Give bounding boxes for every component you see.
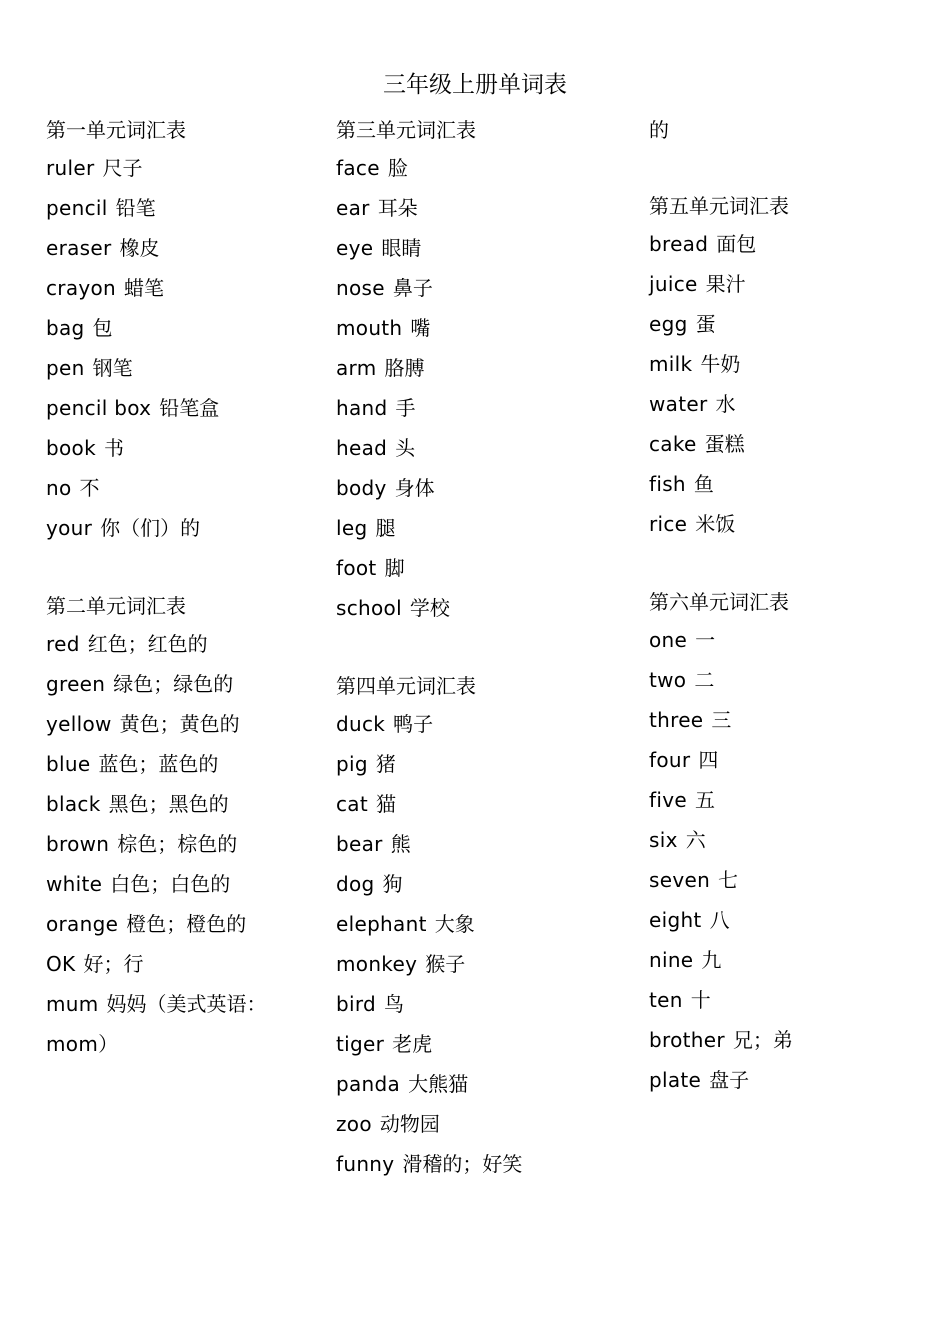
word-zh: 尺子	[102, 156, 143, 180]
word-zh: 蓝色；蓝色的	[98, 752, 219, 776]
word-zh: 橡皮	[119, 236, 160, 260]
vocab-item	[336, 1024, 626, 1064]
word-en: bear	[336, 832, 383, 856]
vocab-item	[649, 264, 929, 304]
word-en: water	[649, 392, 708, 416]
word-zh: 妈妈（美式英语：	[106, 992, 267, 1016]
word-en: mum	[46, 992, 99, 1016]
word-zh: 猪	[375, 752, 396, 776]
word-zh: 猫	[376, 792, 396, 816]
word-zh: 三	[711, 708, 732, 732]
word-en: panda	[336, 1072, 401, 1096]
wrapped-text-fragment: 的	[649, 118, 669, 142]
word-zh: 好；行	[83, 952, 144, 976]
vocab-item	[649, 700, 929, 740]
word-zh: 蛋糕	[704, 432, 745, 456]
vocab-item	[336, 308, 626, 348]
vocab-item	[336, 1144, 626, 1184]
unit-6-section	[649, 584, 929, 1100]
vocab-item	[46, 784, 316, 824]
vocab-item	[649, 1020, 929, 1060]
vocab-item	[46, 824, 316, 864]
column-middle	[336, 112, 626, 1184]
word-zh: 胳膊	[384, 356, 425, 380]
vocab-item	[649, 344, 929, 384]
vocab-item	[649, 940, 929, 980]
word-zh: 耳朵	[377, 196, 418, 220]
word-zh: 不	[79, 476, 100, 500]
vocab-item	[336, 704, 626, 744]
unit-5-section	[649, 188, 929, 544]
unit-1-section	[46, 112, 316, 548]
word-en: duck	[336, 712, 386, 736]
vocab-item	[649, 304, 929, 344]
word-en: four	[649, 748, 691, 772]
vocab-item	[336, 864, 626, 904]
word-en: cat	[336, 792, 368, 816]
vocab-item	[649, 820, 929, 860]
word-en: six	[649, 828, 678, 852]
word-en: tiger	[336, 1032, 385, 1056]
word-zh: 橙色；橙色的	[126, 912, 247, 936]
word-en: monkey	[336, 952, 418, 976]
unit-5-heading: 第五单元词汇表	[649, 194, 789, 218]
vocab-item	[46, 228, 316, 268]
vocab-item	[336, 1104, 626, 1144]
word-zh: 黑色；黑色的	[108, 792, 229, 816]
vocab-item	[649, 464, 929, 504]
word-en: bag	[46, 316, 85, 340]
vocab-item	[649, 620, 929, 660]
vocab-item	[336, 188, 626, 228]
word-en: one	[649, 628, 688, 652]
word-zh: 五	[694, 788, 715, 812]
vocab-item	[336, 588, 626, 628]
vocab-item	[649, 900, 929, 940]
word-zh: 书	[103, 436, 124, 460]
vocab-item	[46, 944, 316, 984]
word-en: yellow	[46, 712, 112, 736]
word-zh: 六	[685, 828, 706, 852]
vocab-item	[336, 388, 626, 428]
word-zh: 一	[695, 628, 716, 652]
word-zh: 滑稽的；好笑	[402, 1152, 523, 1176]
word-en: bird	[336, 992, 377, 1016]
word-zh: 铅笔	[115, 196, 156, 220]
word-zh: 动物园	[379, 1112, 440, 1136]
word-en: red	[46, 632, 80, 656]
vocab-item	[46, 704, 316, 744]
word-zh: 鸭子	[393, 712, 434, 736]
word-en: book	[46, 436, 96, 460]
word-en: bread	[649, 232, 709, 256]
word-en: mouth	[336, 316, 403, 340]
vocab-item	[46, 348, 316, 388]
page-title: 三年级上册单词表	[383, 72, 567, 98]
word-en: hand	[336, 396, 388, 420]
vocab-item	[46, 148, 316, 188]
vocab-item	[649, 424, 929, 464]
word-zh: 手	[395, 396, 416, 420]
word-zh: 四	[698, 748, 719, 772]
unit-1-heading: 第一单元词汇表	[46, 118, 186, 142]
vocab-item	[46, 1024, 316, 1064]
vocab-item	[46, 508, 316, 548]
word-en: blue	[46, 752, 91, 776]
word-en: milk	[649, 352, 693, 376]
word-en: elephant	[336, 912, 427, 936]
vocab-item	[649, 384, 929, 424]
word-zh: 果汁	[705, 272, 746, 296]
word-en: white	[46, 872, 103, 896]
unit-4-heading: 第四单元词汇表	[336, 674, 476, 698]
word-zh: 熊	[390, 832, 411, 856]
vocab-item	[336, 548, 626, 588]
vocab-item	[336, 1064, 626, 1104]
word-en: rice	[649, 512, 688, 536]
word-en: eye	[336, 236, 374, 260]
vocab-item	[649, 1060, 929, 1100]
vocab-item	[336, 744, 626, 784]
word-en: pencil	[46, 196, 108, 220]
word-zh: 兄；弟	[732, 1028, 793, 1052]
vocab-item	[46, 308, 316, 348]
word-en: juice	[649, 272, 698, 296]
word-en: zoo	[336, 1112, 372, 1136]
column-left	[46, 112, 316, 1064]
vocab-item	[649, 780, 929, 820]
word-zh: 七	[718, 868, 739, 892]
word-en: body	[336, 476, 387, 500]
word-en: seven	[649, 868, 711, 892]
word-zh: 红色；红色的	[87, 632, 208, 656]
word-en: funny	[336, 1152, 395, 1176]
word-zh: 鸟	[384, 992, 405, 1016]
vocab-item	[649, 860, 929, 900]
word-en: green	[46, 672, 106, 696]
word-en: ten	[649, 988, 683, 1012]
unit-3-section	[336, 112, 626, 628]
word-en: no	[46, 476, 72, 500]
word-zh: 猴子	[425, 952, 466, 976]
word-zh: 米饭	[695, 512, 736, 536]
word-zh: 盘子	[709, 1068, 750, 1092]
word-en: ruler	[46, 156, 95, 180]
blank-line	[649, 148, 929, 188]
word-en: cake	[649, 432, 697, 456]
word-zh: 铅笔盒	[159, 396, 220, 420]
word-zh: 棕色；棕色的	[117, 832, 238, 856]
vocab-item	[649, 980, 929, 1020]
word-zh: 大熊猫	[408, 1072, 469, 1096]
word-en: egg	[649, 312, 688, 336]
word-en: mom）	[46, 1032, 119, 1056]
word-zh: 你（们）的	[100, 516, 201, 540]
word-en: plate	[649, 1068, 702, 1092]
unit-3-heading: 第三单元词汇表	[336, 118, 476, 142]
vocab-item	[46, 864, 316, 904]
vocab-item	[336, 428, 626, 468]
word-en: three	[649, 708, 704, 732]
word-en: eight	[649, 908, 702, 932]
vocab-item	[336, 904, 626, 944]
word-en: eraser	[46, 236, 112, 260]
vocab-item	[336, 228, 626, 268]
word-zh: 蛋	[695, 312, 716, 336]
vocab-item	[336, 984, 626, 1024]
vocab-item	[336, 784, 626, 824]
word-en: pen	[46, 356, 85, 380]
word-zh: 眼睛	[381, 236, 422, 260]
vocab-item	[336, 508, 626, 548]
word-en: black	[46, 792, 101, 816]
word-zh: 脸	[387, 156, 408, 180]
vocab-item	[336, 268, 626, 308]
word-zh: 大象	[434, 912, 475, 936]
word-en: ear	[336, 196, 370, 220]
word-zh: 二	[694, 668, 715, 692]
word-en: head	[336, 436, 388, 460]
word-en: arm	[336, 356, 377, 380]
word-zh: 狗	[382, 872, 403, 896]
word-en: school	[336, 596, 402, 620]
unit-2-heading: 第二单元词汇表	[46, 594, 186, 618]
word-en: brother	[649, 1028, 725, 1052]
word-zh: 鼻子	[392, 276, 433, 300]
vocab-item	[46, 188, 316, 228]
word-zh: 头	[395, 436, 416, 460]
word-zh: 脚	[384, 556, 405, 580]
word-en: brown	[46, 832, 110, 856]
word-en: fish	[649, 472, 686, 496]
word-en: leg	[336, 516, 368, 540]
word-zh: 学校	[409, 596, 450, 620]
vocab-item	[46, 984, 316, 1024]
vocab-item	[46, 904, 316, 944]
word-en: pencil box	[46, 396, 152, 420]
word-en: your	[46, 516, 93, 540]
word-en: crayon	[46, 276, 117, 300]
word-zh: 水	[715, 392, 736, 416]
vocab-item	[46, 468, 316, 508]
vocab-item	[336, 824, 626, 864]
vocab-item	[649, 740, 929, 780]
vocab-item	[649, 504, 929, 544]
word-zh: 包	[92, 316, 113, 340]
vocab-item	[336, 468, 626, 508]
word-zh: 腿	[375, 516, 396, 540]
vocab-item	[649, 660, 929, 700]
word-zh: 黄色；黄色的	[119, 712, 240, 736]
word-zh: 老虎	[392, 1032, 433, 1056]
word-en: foot	[336, 556, 377, 580]
vocab-item	[46, 744, 316, 784]
word-zh: 蜡笔	[124, 276, 165, 300]
word-en: pig	[336, 752, 368, 776]
vocab-item	[336, 348, 626, 388]
word-zh: 身体	[394, 476, 435, 500]
word-zh: 十	[690, 988, 711, 1012]
word-zh: 牛奶	[700, 352, 741, 376]
vocab-item	[336, 148, 626, 188]
word-en: OK	[46, 952, 76, 976]
word-zh: 嘴	[410, 316, 431, 340]
vocab-item	[46, 388, 316, 428]
word-zh: 面包	[716, 232, 757, 256]
word-en: orange	[46, 912, 119, 936]
word-en: nine	[649, 948, 694, 972]
vocab-item	[649, 224, 929, 264]
unit-6-heading: 第六单元词汇表	[649, 590, 789, 614]
vocab-item	[336, 944, 626, 984]
word-en: five	[649, 788, 687, 812]
word-en: dog	[336, 872, 375, 896]
word-en: two	[649, 668, 687, 692]
column-right	[649, 112, 929, 1100]
word-zh: 八	[709, 908, 730, 932]
unit-4-section	[336, 668, 626, 1184]
word-zh: 钢笔	[92, 356, 133, 380]
unit-2-section	[46, 588, 316, 1064]
word-en: nose	[336, 276, 385, 300]
word-zh: 九	[701, 948, 722, 972]
word-zh: 白色；白色的	[110, 872, 231, 896]
vocab-item	[46, 664, 316, 704]
word-en: face	[336, 156, 380, 180]
word-zh: 鱼	[693, 472, 714, 496]
vocab-item	[46, 428, 316, 468]
vocab-item	[46, 624, 316, 664]
vocab-item	[46, 268, 316, 308]
word-zh: 绿色；绿色的	[113, 672, 234, 696]
